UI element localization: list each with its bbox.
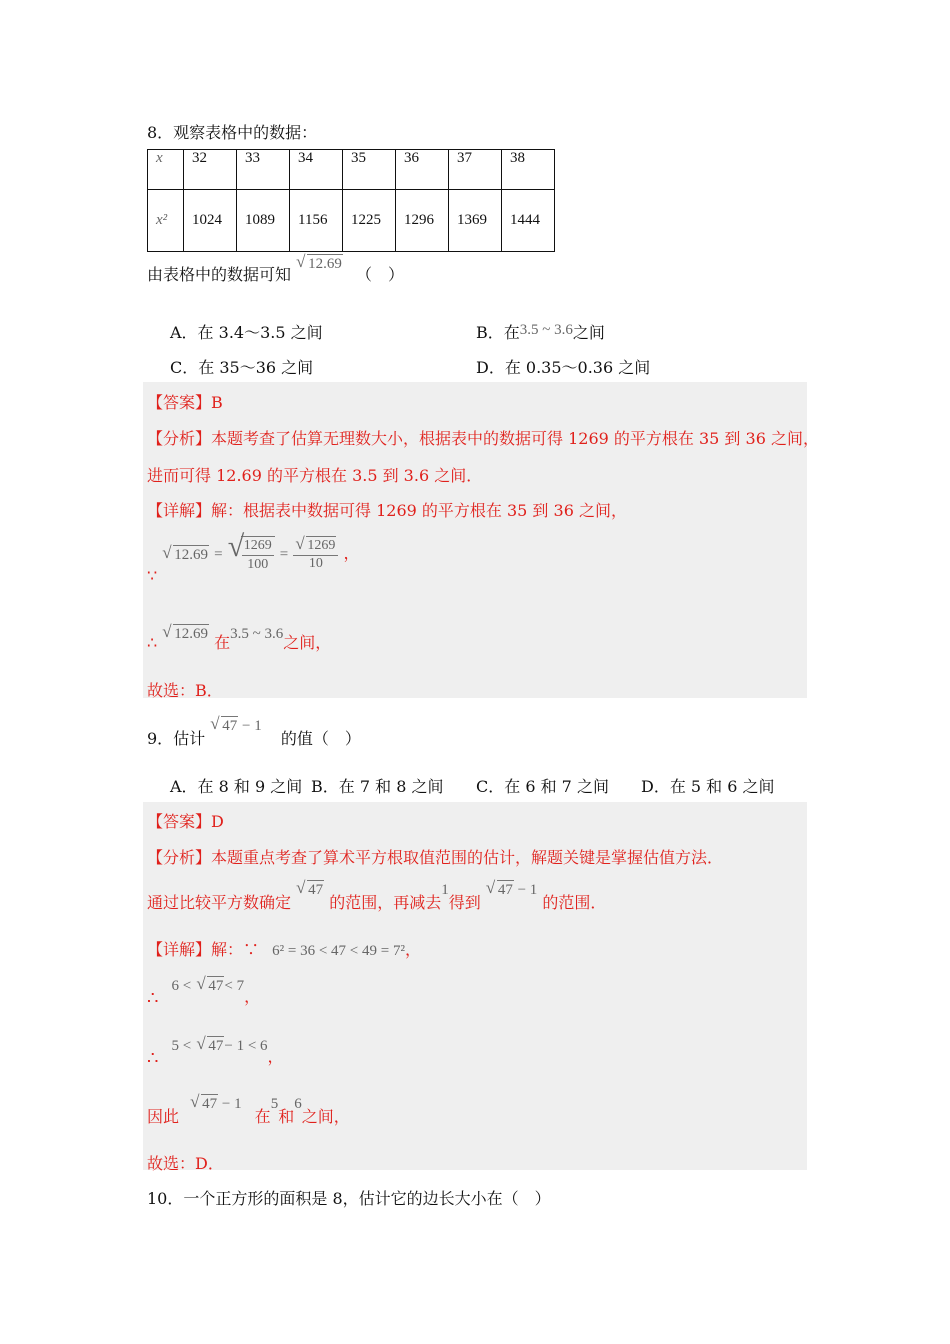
radical-icon: √	[210, 714, 220, 733]
radicand: 47	[222, 718, 238, 734]
minus-one: − 1	[218, 1096, 242, 1112]
q9-option-d: D．在 5 和 6 之间	[641, 777, 775, 796]
q8-paren: （ ）	[355, 265, 404, 284]
q9-analysis-line1: 【分析】本题重点考查了算术平方根取值范围的估计，解题关键是掌握估值方法．	[147, 848, 724, 867]
fraction	[293, 536, 338, 572]
table-cell: 36	[396, 150, 449, 190]
sqrt-12-69	[296, 254, 343, 273]
radicand: 47	[202, 1096, 218, 1112]
sqrt-47	[486, 880, 514, 899]
q8-option-b	[476, 320, 605, 343]
q8-analysis-line2: 进而可得 12.69 的平方根在 3.5 到 3.6 之间．	[147, 466, 483, 485]
equals-sign: =	[279, 546, 289, 563]
q9-stem-prefix: 9．估计	[147, 729, 206, 748]
q8-question-line	[147, 252, 404, 285]
comma: ，	[404, 940, 421, 959]
sqrt-12-69	[162, 624, 209, 643]
q8-choose: 故选：B．	[147, 681, 223, 700]
radical-icon: √	[196, 974, 206, 993]
table-cell: 1444	[502, 190, 555, 252]
because-symbol: ∵	[147, 565, 158, 585]
q8-option-b-prefix: B．在	[476, 323, 520, 342]
analysis-text-b: 的范围，再减去	[329, 893, 442, 912]
sqrt-47	[296, 880, 324, 899]
minus-one: − 1	[513, 882, 538, 898]
in-text: 在	[254, 1107, 271, 1126]
q8-stem: 8．观察表格中的数据：	[147, 123, 318, 142]
q9-option-b: B．在 7 和 8 之间	[311, 777, 444, 796]
q8-option-c: C．在 35～36 之间	[170, 358, 314, 377]
denominator: 100	[247, 557, 269, 573]
sqrt-47	[210, 716, 238, 735]
q9-inequality-2	[147, 1032, 284, 1069]
q8-option-b-suffix: 之间	[572, 323, 605, 342]
range-value: 3.5 ~ 3.6	[230, 626, 284, 642]
hence-text: 因此	[147, 1107, 180, 1126]
numerator	[293, 536, 338, 556]
q8-question-prefix: 由表格中的数据可知	[147, 265, 292, 284]
numerator: 1269	[242, 537, 274, 556]
radicand: 47	[208, 1038, 224, 1054]
q8-option-a: A．在 3.4～3.5 之间	[170, 323, 323, 342]
table-cell: 1369	[449, 190, 502, 252]
q10-stem: 10．一个正方形的面积是 8，估计它的边长大小在（ ）	[147, 1189, 551, 1208]
ineq-right: − 1 < 6	[224, 1038, 268, 1054]
table-cell: 38	[502, 150, 555, 190]
table-row-x	[148, 150, 555, 190]
radical-icon: √	[295, 534, 305, 553]
q9-stem	[147, 712, 361, 748]
therefore-symbol: ∴	[147, 988, 159, 1009]
table-cell: 1024	[184, 190, 237, 252]
ineq-left: 6 <	[171, 978, 192, 994]
radical-icon: √	[162, 542, 172, 562]
one-value: 1	[441, 882, 449, 898]
comma: ，	[343, 543, 360, 563]
q9-analysis-line2	[147, 876, 607, 912]
radicand: 47	[308, 882, 324, 898]
q8-answer: 【答案】B	[147, 393, 223, 412]
q9-option-a: A．在 8 和 9 之间	[170, 777, 303, 796]
between-suffix: 之间，	[301, 1107, 350, 1126]
comma: ，	[244, 987, 261, 1006]
sqrt-1269	[295, 536, 336, 555]
sqrt-fraction	[227, 530, 275, 574]
therefore-symbol: ∴	[147, 633, 158, 652]
q8-option-b-range: 3.5 ~ 3.6	[519, 322, 573, 338]
radicand: 12.69	[174, 626, 209, 642]
q8-data-table	[147, 149, 555, 252]
radicand: 47	[208, 978, 224, 994]
table-cell: 1225	[343, 190, 396, 252]
q9-inequality-1	[147, 972, 261, 1009]
table-cell: 32	[184, 150, 237, 190]
radicand: 12.69	[174, 546, 209, 563]
sqrt-47	[196, 1036, 224, 1055]
q8-option-d: D．在 0.35～0.36 之间	[476, 358, 651, 377]
analysis-text-d: 的范围．	[542, 893, 607, 912]
between-suffix: 之间，	[283, 633, 332, 652]
q9-hence-line	[147, 1090, 350, 1126]
radicand: 1269	[307, 538, 336, 553]
minus-one: − 1	[238, 718, 262, 734]
radical-icon: √	[296, 252, 306, 271]
q9-choose: 故选：D．	[147, 1154, 224, 1173]
radical-icon: √	[190, 1092, 200, 1111]
radical-icon: √	[485, 878, 496, 897]
q8-equation-line	[147, 530, 360, 585]
table-cell: 1296	[396, 190, 449, 252]
detail-prefix: 【详解】解：∵	[147, 940, 260, 959]
table-row-label-x: x	[148, 150, 184, 190]
ineq-left: 5 <	[171, 1038, 192, 1054]
table-cell: 1089	[237, 190, 290, 252]
comma: ，	[267, 1047, 284, 1066]
therefore-symbol: ∴	[147, 1048, 159, 1069]
sqrt-47	[196, 976, 224, 995]
q9-option-c: C．在 6 和 7 之间	[476, 777, 609, 796]
equals-sign: =	[214, 546, 223, 563]
table-cell: 33	[237, 150, 290, 190]
q8-conclusion-line	[147, 620, 332, 652]
table-cell: 1156	[290, 190, 343, 252]
analysis-text-a: 通过比较平方数确定	[147, 893, 292, 912]
radical-icon: √	[296, 878, 306, 897]
q9-stem-suffix: 的值（ ）	[280, 729, 361, 748]
fraction	[241, 536, 275, 574]
table-row-label-x2: x²	[148, 190, 184, 252]
table-cell: 34	[290, 150, 343, 190]
q8-detail-line1: 【详解】解：根据表中数据可得 1269 的平方根在 35 到 36 之间，	[147, 501, 627, 520]
denominator: 10	[308, 556, 323, 571]
table-cell: 35	[343, 150, 396, 190]
and-text: 和	[278, 1107, 295, 1126]
ineq-right: < 7	[224, 978, 245, 994]
q8-analysis-line1: 【分析】本题考查了估算无理数大小，根据表中的数据可得 1269 的平方根在 35 到 36 之间，	[147, 429, 819, 448]
five-value: 5	[270, 1096, 279, 1112]
between-prefix: 在	[214, 633, 231, 652]
table-row-x2	[148, 190, 555, 252]
analysis-text-c: 得到	[448, 893, 481, 912]
q9-detail-line	[147, 937, 421, 960]
radical-icon: √	[227, 530, 245, 564]
sqrt-12-69	[162, 542, 209, 564]
six-value: 6	[294, 1096, 302, 1112]
radical-icon: √	[162, 622, 172, 641]
radicand: 47	[497, 882, 513, 898]
table-cell: 37	[449, 150, 502, 190]
sqrt-47	[190, 1094, 218, 1113]
q9-answer: 【答案】D	[147, 812, 224, 831]
radicand: 12.69	[308, 256, 342, 272]
detail-equation: 6² = 36 < 47 < 49 = 7²	[272, 943, 405, 959]
radical-icon: √	[196, 1034, 206, 1053]
